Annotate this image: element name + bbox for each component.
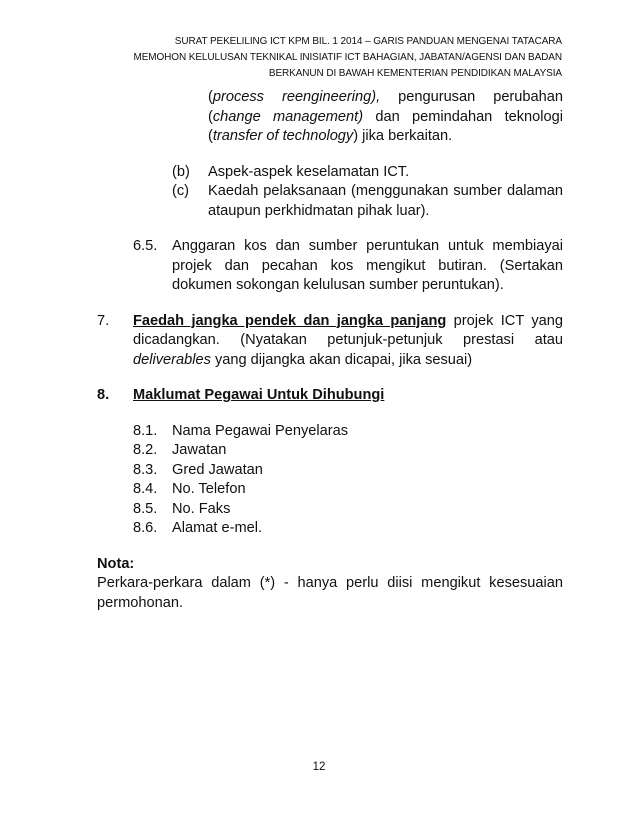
list-item-label: 6.5. <box>133 238 158 254</box>
list-item <box>133 480 563 500</box>
section-number: 8. <box>97 387 110 403</box>
list-item-b <box>172 163 563 183</box>
list-item-label: 8.2. <box>133 442 158 458</box>
header-line-3: BERKANUN DI BAWAH KEMENTERIAN PENDIDIKAN MALAYSIA <box>268 68 562 79</box>
list-item <box>133 441 563 461</box>
list-item-c <box>172 182 563 221</box>
list-item <box>133 519 563 539</box>
section-number: 7. <box>97 312 110 329</box>
list-item-text: Anggaran kos dan sumber peruntukan untuk membiayai projek dan pecahan kos mengikut butiran. (Sertakan dokumen sokongan kelulusan sumber peruntukan). <box>172 238 563 293</box>
list-item-text: Gred Jawatan <box>172 461 263 478</box>
page-header <box>82 34 562 82</box>
section-title: Maklumat Pegawai Untuk Dihubungi <box>133 387 385 403</box>
section-7 <box>97 312 563 371</box>
list-item-label: (b) <box>172 163 190 180</box>
section-title: Faedah jangka pendek dan jangka panjang <box>133 312 447 329</box>
list-item-label: 8.3. <box>133 461 158 478</box>
contact-list <box>133 422 563 539</box>
list-item-text: Alamat e-mel. <box>172 520 263 536</box>
list-item-text: No. Faks <box>172 500 231 517</box>
list-item-text: Nama Pegawai Penyelaras <box>172 422 349 439</box>
list-item-label: 8.4. <box>133 481 158 497</box>
page-number: 12 <box>312 761 326 773</box>
note-title: Nota: <box>97 555 135 572</box>
list-item-text: Kaedah pelaksanaan (menggunakan sumber dalaman ataupun perkhidmatan pihak luar). <box>208 183 563 219</box>
list-item <box>133 422 563 442</box>
list-item-label: 8.1. <box>133 422 158 439</box>
list-item-label: 8.5. <box>133 500 158 517</box>
list-item-text: Aspek-aspek keselamatan ICT. <box>208 163 410 180</box>
list-item <box>133 500 563 520</box>
header-line-2: MEMOHON KELULUSAN TEKNIKAL INISIATIF ICT BAHAGIAN, JABATAN/AGENSI DAN BADAN <box>133 52 562 63</box>
header-line-1: SURAT PEKELILING ICT KPM BIL. 1 2014 – GARIS PANDUAN MENGENAI TATACARA <box>174 36 562 47</box>
list-item-text: Jawatan <box>172 442 227 458</box>
list-item-label: (c) <box>172 183 190 199</box>
note-text: Perkara-perkara dalam (*) - hanya perlu diisi mengikut kesesuaian permohonan. <box>97 575 563 611</box>
section-8 <box>97 386 563 406</box>
section-text: Faedah jangka pendek dan jangka panjang projek ICT yang dicadangkan. (Nyatakan petunjuk-petunjuk prestasi atau deliverables yang dijangka akan dicapai, jika sesuai) <box>133 312 563 368</box>
list-item-label: 8.6. <box>133 520 158 536</box>
list-item-6-5 <box>133 237 563 296</box>
list-item <box>133 461 563 481</box>
continuation-paragraph: (process reengineering), pengurusan perubahan (change management) dan pemindahan teknologi (transfer of technology) jika berkaitan. <box>208 89 563 144</box>
document-body <box>97 88 563 613</box>
list-item-text: No. Telefon <box>172 481 246 497</box>
